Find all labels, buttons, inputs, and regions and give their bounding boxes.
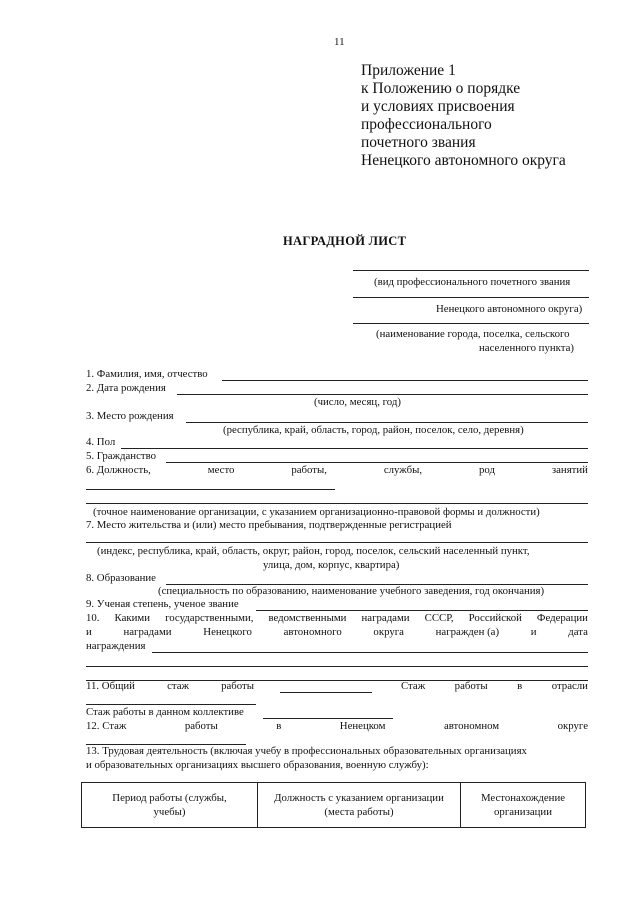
field-label-region-service (86, 720, 588, 733)
birthdate-line[interactable] (177, 394, 588, 395)
field-word: Российской (468, 612, 522, 624)
header-text: организации (494, 806, 552, 818)
field-word: 10. (86, 612, 100, 624)
field-word: 12. Стаж (86, 720, 127, 732)
total-service-line[interactable] (280, 692, 372, 693)
field-word: Какими (114, 612, 151, 624)
appendix-line: к Положению о порядке (361, 80, 521, 97)
appendix-block (361, 62, 566, 170)
field-word: округа (373, 626, 404, 638)
field-label-industry-service (401, 680, 588, 693)
field-word: занятий (551, 464, 588, 476)
field-label-degree: 9. Ученая степень, ученое звание (86, 598, 239, 610)
field-label-residence: 7. Место жительства и (или) место пребывания, подтвержденные регистрацией (86, 519, 452, 531)
table-header-row (82, 783, 586, 828)
residence-line[interactable] (86, 542, 588, 543)
field-word: в (517, 680, 523, 692)
header-text: учебы) (153, 806, 186, 818)
field-word: работы (221, 680, 254, 692)
field-word: стаж (167, 680, 189, 692)
field-word: в (276, 720, 282, 732)
field-label-awards (86, 626, 588, 639)
appendix-line: Ненецкого автономного округа (361, 152, 566, 169)
sex-line[interactable] (121, 448, 588, 449)
region-hint: Ненецкого автономного округа) (436, 303, 583, 315)
position-line[interactable] (86, 503, 588, 504)
field-word: работы (184, 720, 218, 732)
award-type-line[interactable] (353, 270, 589, 271)
appendix-line: Приложение 1 (361, 62, 456, 79)
field-label-birthplace: 3. Место рождения (86, 410, 174, 422)
appendix-line: почетного звания (361, 134, 476, 151)
field-word: Ненецком (339, 720, 386, 732)
header-text: Местонахождение (480, 792, 566, 804)
citizenship-line[interactable] (166, 462, 588, 463)
field-word: округе (557, 720, 588, 732)
field-word: Стаж (401, 680, 426, 692)
region-line[interactable] (353, 297, 589, 298)
field-word: наградами (123, 626, 172, 638)
field-label-awards (86, 612, 588, 625)
fullname-line[interactable] (222, 380, 588, 381)
birthplace-hint: (республика, край, область, город, район, поселок, село, деревня) (223, 424, 524, 436)
field-word: и (530, 626, 537, 638)
table-header-cell (82, 783, 258, 828)
field-word: отрасли (551, 680, 588, 692)
field-word: дата (568, 626, 588, 638)
document-title: НАГРАДНОЙ ЛИСТ (283, 234, 407, 248)
field-word: СССР, (424, 612, 454, 624)
field-word: место (207, 464, 235, 476)
header-text: Должность с указанием организации (274, 792, 444, 804)
degree-line[interactable] (256, 610, 588, 611)
settlement-hint: населенного пункта) (479, 342, 574, 354)
field-word: 11. Общий (86, 680, 135, 692)
field-word: род (478, 464, 495, 476)
field-word: наградами (361, 612, 410, 624)
team-service-line[interactable] (263, 718, 393, 719)
header-text: Период работы (службы, (112, 792, 227, 804)
field-label-fullname: 1. Фамилия, имя, отчество (86, 368, 208, 380)
header-text: (места работы) (324, 806, 394, 818)
field-label-education: 8. Образование (86, 572, 156, 584)
field-word: награжден (а) (435, 626, 500, 638)
field-label-team-service: Стаж работы в данном коллективе (86, 706, 244, 718)
field-word: ведомственными (268, 612, 347, 624)
award-type-hint: (вид профессионального почетного звания (374, 276, 571, 288)
position-hint: (точное наименование организации, с указанием организационно-правовой формы и должности) (93, 506, 540, 518)
field-label-work-history: 13. Трудовая деятельность (включая учебу в профессиональных образовательных организациях (86, 745, 527, 757)
appendix-line: и условиях присвоения (361, 98, 515, 115)
field-word: Ненецкого (203, 626, 252, 638)
field-label-work-history: и образовательных организациях высшего образования, военную службу): (86, 759, 429, 771)
field-label-sex: 4. Пол (86, 436, 116, 448)
field-label-birthdate: 2. Дата рождения (86, 382, 166, 394)
work-history-table (81, 782, 586, 828)
awards-line[interactable] (86, 666, 588, 667)
field-label-position (86, 464, 588, 477)
field-word: и (86, 626, 92, 638)
settlement-line[interactable] (353, 323, 589, 324)
settlement-hint: (наименование города, поселка, сельского (376, 328, 570, 340)
residence-hint: (индекс, республика, край, область, округ, район, город, поселок, сельский населенный пункт, (97, 545, 530, 557)
field-word: государственными, (165, 612, 254, 624)
industry-service-line[interactable] (86, 704, 256, 705)
table-header-cell (258, 783, 461, 828)
field-label-award-date: награждения (86, 640, 146, 652)
field-label-total-service (86, 680, 254, 693)
page-number: 11 (334, 36, 345, 48)
field-label-citizenship: 5. Гражданство (86, 450, 157, 462)
awards-line[interactable] (152, 652, 588, 653)
field-word: автономного (283, 626, 342, 638)
field-word: работы, (291, 464, 327, 476)
field-word: Федерации (536, 612, 588, 624)
education-hint: (специальность по образованию, наименование учебного заведения, год окончания) (158, 585, 545, 597)
table-header-cell (461, 783, 586, 828)
field-word: службы, (383, 464, 423, 476)
birthdate-hint: (число, месяц, год) (314, 396, 401, 408)
residence-hint: улица, дом, корпус, квартира) (263, 559, 400, 571)
birthplace-line[interactable] (186, 422, 588, 423)
field-word: работы (454, 680, 488, 692)
field-word: автономном (443, 720, 500, 732)
field-word: 6. Должность, (86, 464, 151, 476)
position-line[interactable] (86, 489, 335, 490)
appendix-line: профессионального (361, 116, 492, 133)
